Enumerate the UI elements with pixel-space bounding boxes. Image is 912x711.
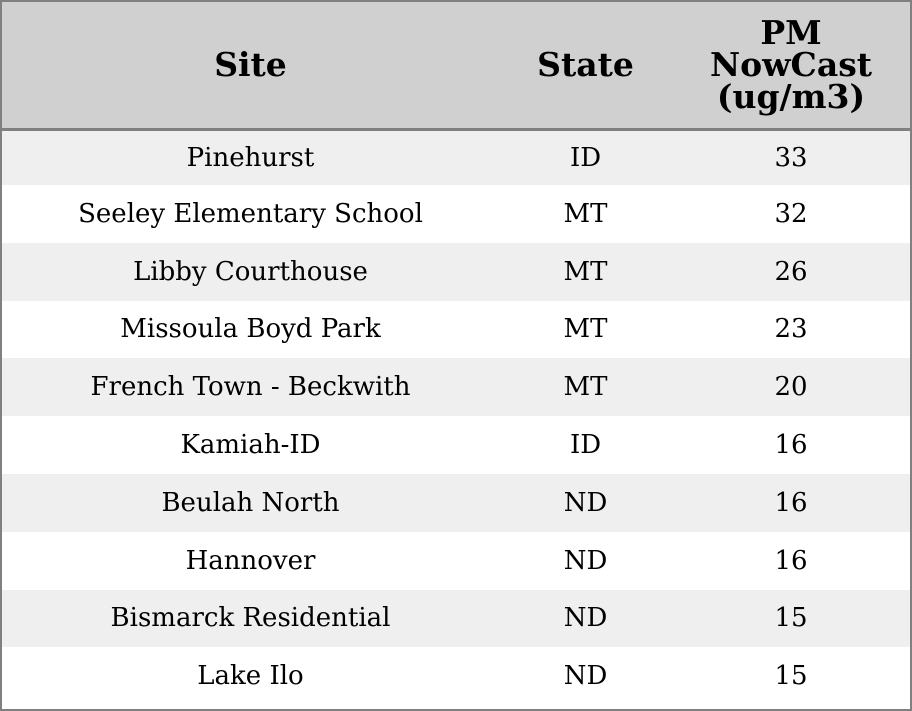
header-site-line: Site [214, 44, 287, 84]
table-row [2, 532, 910, 590]
header-pm-nowcast [672, 2, 910, 129]
cell-site: Libby Courthouse [133, 256, 368, 287]
cell-pm-nowcast: 16 [774, 545, 808, 576]
cell-pm-nowcast: 20 [774, 372, 808, 403]
cell-site: Hannover [185, 545, 316, 576]
header-pm-line-2: NowCast [709, 44, 873, 84]
cell-pm-nowcast: 23 [774, 314, 808, 345]
header-site [2, 2, 499, 129]
table-row [2, 647, 910, 705]
table-row [2, 243, 910, 301]
table-body [2, 129, 910, 705]
cell-site: Kamiah-ID [180, 430, 321, 461]
table-row [2, 474, 910, 532]
cell-pm-nowcast: 16 [774, 487, 808, 518]
cell-state: ND [563, 661, 608, 692]
header-pm-line-1: PM [760, 12, 822, 52]
cell-state: ND [563, 487, 608, 518]
cell-pm-nowcast: 15 [774, 661, 808, 692]
table-row [2, 590, 910, 648]
cell-site: Missoula Boyd Park [120, 314, 381, 345]
cell-site: Seeley Elementary School [78, 198, 423, 229]
cell-pm-nowcast: 26 [774, 256, 808, 287]
table-row [2, 416, 910, 474]
header-pm-line-3: (ug/m3) [716, 76, 866, 116]
cell-site: Lake Ilo [197, 661, 304, 692]
cell-state: MT [563, 198, 608, 229]
table-row [2, 301, 910, 359]
cell-pm-nowcast: 33 [774, 142, 808, 173]
header-state [499, 2, 672, 129]
cell-state: MT [563, 314, 608, 345]
cell-state: ND [563, 603, 608, 634]
cell-site: Pinehurst [186, 142, 315, 173]
cell-state: ND [563, 545, 608, 576]
cell-site: Bismarck Residential [110, 603, 391, 634]
cell-pm-nowcast: 16 [774, 430, 808, 461]
cell-state: MT [563, 256, 608, 287]
header-state-line: State [537, 44, 634, 84]
table-row [2, 185, 910, 243]
cell-pm-nowcast: 15 [774, 603, 808, 634]
cell-pm-nowcast: 32 [774, 198, 808, 229]
cell-state: MT [563, 372, 608, 403]
table-row [2, 358, 910, 416]
table-header [2, 2, 910, 129]
cell-state: ID [569, 430, 602, 461]
pm-nowcast-table [2, 2, 910, 705]
cell-site: French Town - Beckwith [90, 372, 411, 403]
table-row [2, 129, 910, 185]
cell-state: ID [569, 142, 602, 173]
header-row [2, 2, 910, 129]
cell-site: Beulah North [161, 487, 340, 518]
